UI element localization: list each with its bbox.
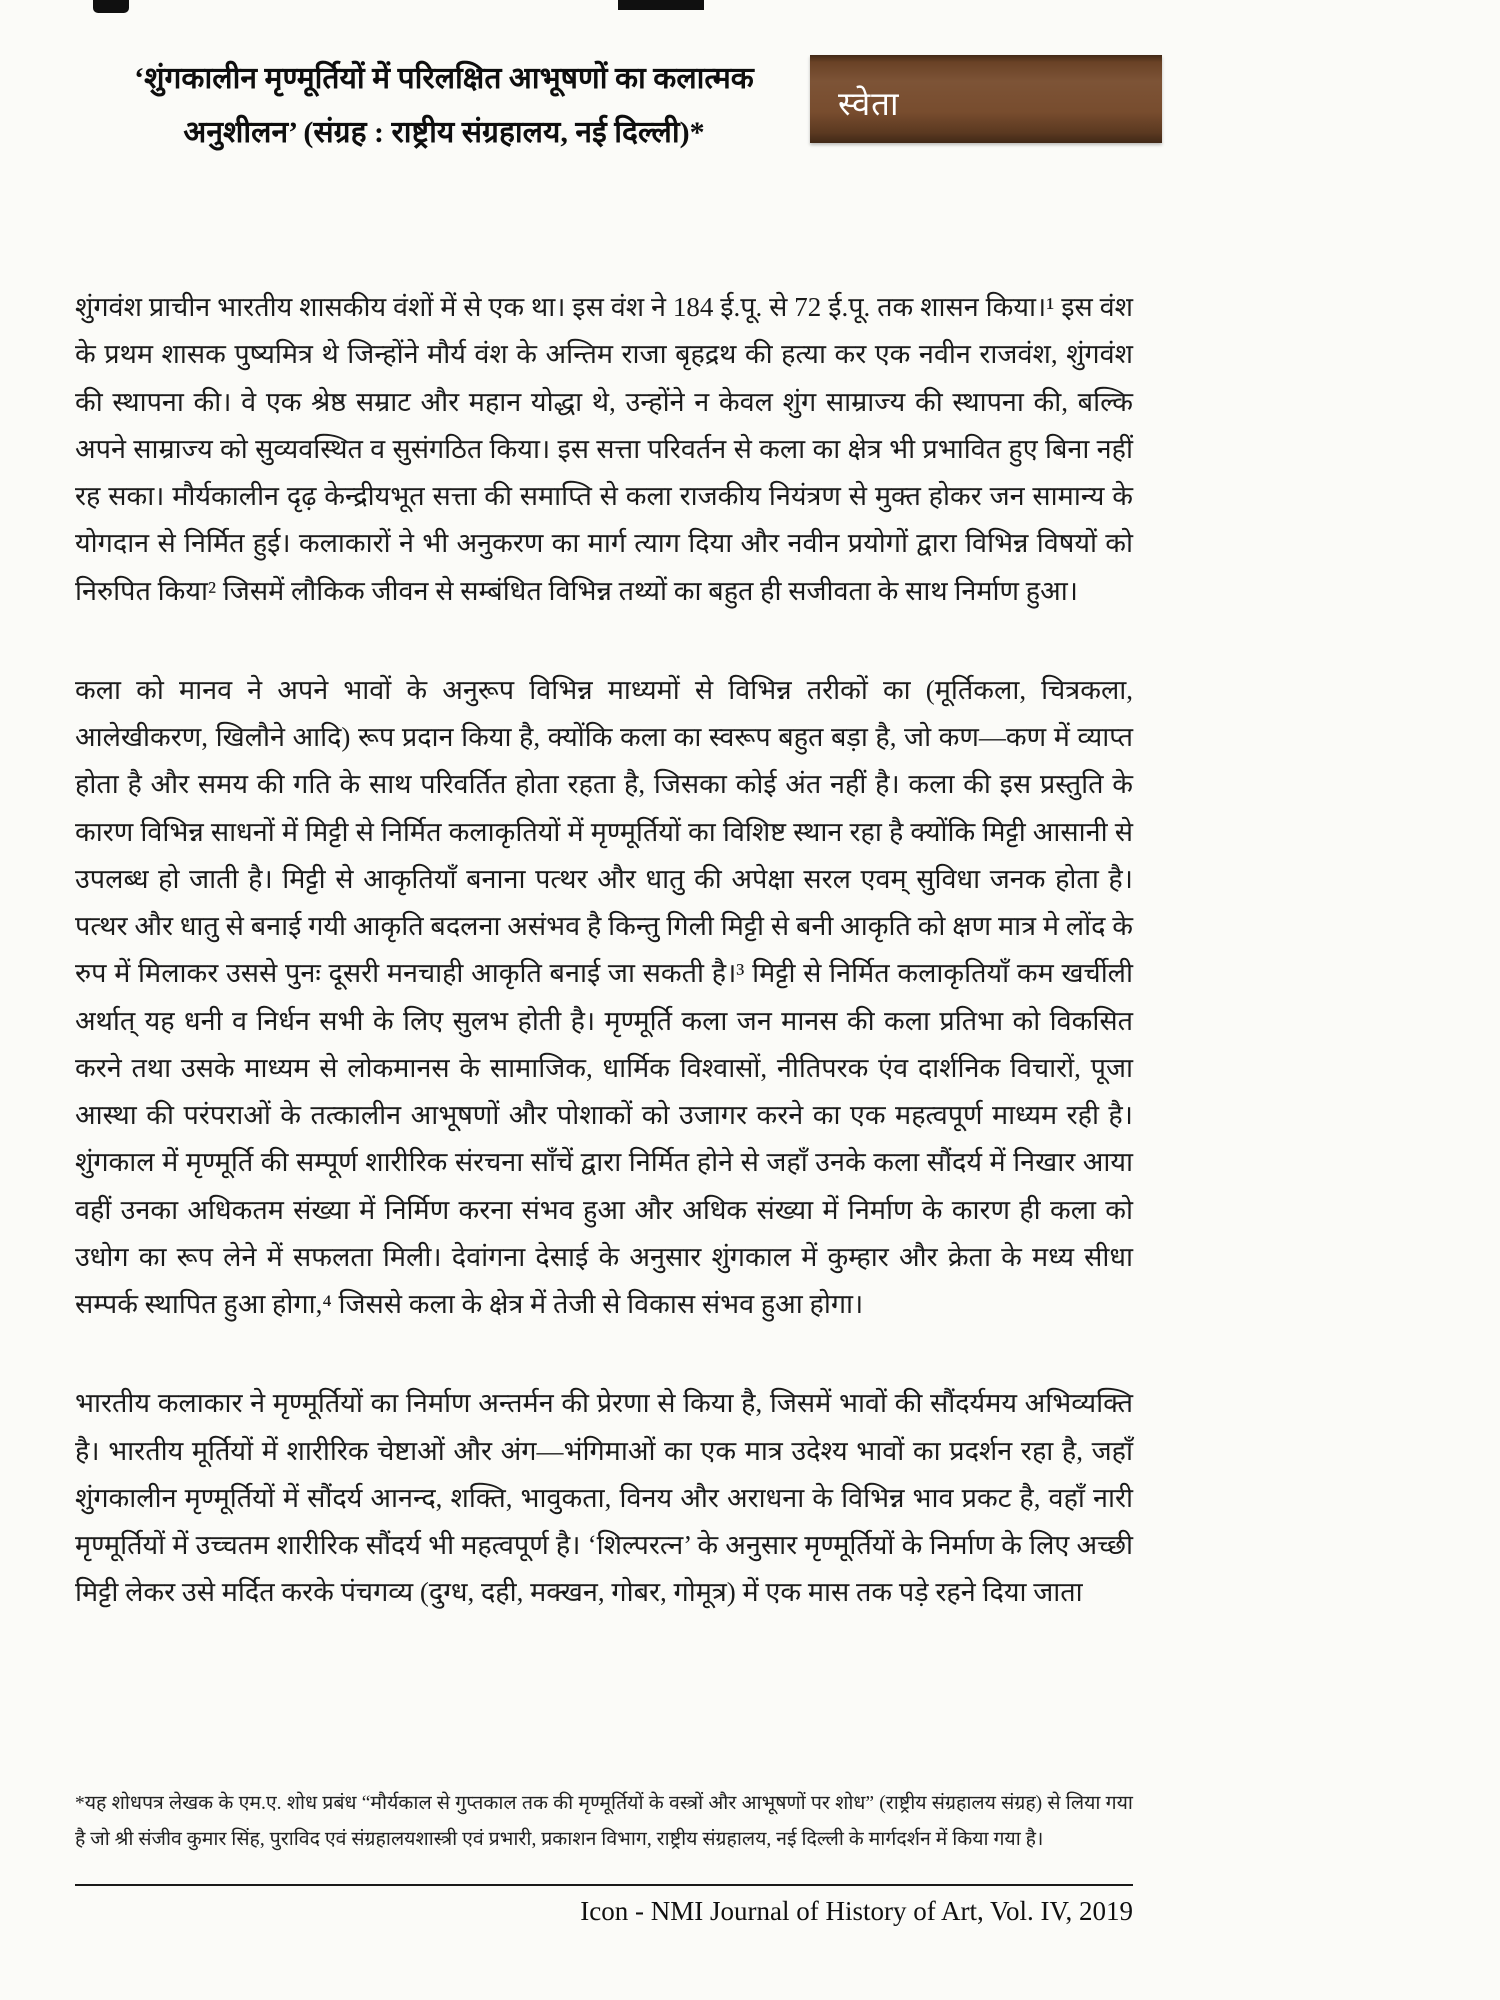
author-box [810, 55, 1162, 143]
masthead [0, 0, 1500, 202]
paragraph-1: शुंगवंश प्राचीन भारतीय शासकीय वंशों में से एक था। इस वंश ने 184 ई.पू. से 72 ई.पू. तक शासन किया।¹ इस वंश के प्रथम शासक पुष्यमित्र थे जिन्होंने मौर्य वंश के अन्तिम राजा बृहद्रथ की हत्या कर एक नवीन राजवंश, शुंगवंश की स्थापना की। वे एक श्रेष्ठ सम्राट और महान योद्धा थे, उन्होंने न केवल शुंग साम्राज्य की स्थापना की, बल्कि अपने साम्राज्य को सुव्यवस्थित व सुसंगठित किया। इस सत्ता परिवर्तन से कला का क्षेत्र भी प्रभावित हुए बिना नहीं रह सका। मौर्यकालीन दृढ़ केन्द्रीयभूत सत्ता की समाप्ति से कला राजकीय नियंत्रण से मुक्त होकर जन सामान्य के योगदान से निर्मित हुई। कलाकारों ने भी अनुकरण का मार्ग त्याग दिया और नवीन प्रयोगों द्वारा विभिन्न विषयों को निरुपित किया² जिसमें लौकिक जीवन से सम्बंधित विभिन्न तथ्यों का बहुत ही सजीवता के साथ निर्माण हुआ। [75, 292, 1133, 606]
article-title [88, 52, 800, 160]
article-title-line2: अनुशीलन’ (संग्रह : राष्ट्रीय संग्रहालय, नई दिल्ली)* [183, 116, 705, 149]
paragraph-2: कला को मानव ने अपने भावों के अनुरूप विभिन्न माध्यमों से विभिन्न तरीकों का (मूर्तिकला, चित्रकला, आलेखीकरण, खिलौने आदि) रूप प्रदान किया है, क्योंकि कला का स्वरूप बहुत बड़ा है, जो कण—कण में व्याप्त होता है और समय की गति के साथ परिवर्तित होता रहता है, जिसका कोई अंत नहीं है। कला की इस प्रस्तुति के कारण विभिन्न साधनों में मिट्टी से निर्मित कलाकृतियों में मृण्मूर्तियों का विशिष्ट स्थान रहा है क्योंकि मिट्टी आसानी से उपलब्ध हो जाती है। मिट्टी से आकृतियाँ बनाना पत्थर और धातु की अपेक्षा सरल एवम् सुविधा जनक होता है। पत्थर और धातु से बनाई गयी आकृति बदलना असंभव है किन्तु गिली मिट्टी से बनी आकृति को क्षण मात्र मे लोंद के रुप में मिलाकर उससे पुनः दूसरी मनचाही आकृति बनाई जा सकती है।³ मिट्टी से निर्मित कलाकृतियाँ कम खर्चीली अर्थात् यह धनी व निर्धन सभी के लिए सुलभ होती है। मृण्मूर्ति कला जन मानस की कला प्रतिभा को विकसित करने तथा उसके माध्यम से लोकमानस के सामाजिक, धार्मिक विश्वासों, नीतिपरक एंव दार्शनिक विचारों, पूजा आस्था की परंपराओं के तत्कालीन आभूषणों और पोशाकों को उजागर करने का एक महत्वपूर्ण माध्यम रही है। शुंगकाल में मृण्मूर्ति की सम्पूर्ण शारीरिक संरचना साँचें द्वारा निर्मित होने से जहाँ उनके कला सौंदर्य में निखार आया वहीं उनका अधिकतम संख्या में निर्मिण करना संभव हुआ और अधिक संख्या में निर्माण के कारण ही कला को उधोग का रूप लेने में सफलता मिली। देवांगना देसाई के अनुसार शुंगकाल में कुम्हार और क्रेता के मध्य सीधा सम्पर्क स्थापित हुआ होगा,⁴ जिससे कला के क्षेत्र में तेजी से विकास संभव हुआ होगा। [75, 674, 1133, 1319]
author-name: स्वेता [838, 86, 900, 123]
footnote: *यह शोधपत्र लेखक के एम.ए. शोध प्रबंध “मौर्यकाल से गुप्तकाल तक की मृण्मूर्तियों के वस्त्रों और आभूषणों पर शोध” (राष्ट्रीय संग्रहालय संग्रह) से लिया गया है जो श्री संजीव कुमार सिंह, पुराविद एवं संग्रहालयशास्त्री एवं प्रभारी, प्रकाशन विभाग, राष्ट्रीय संग्रहालय, नई दिल्ली के मार्गदर्शन में किया गया है। [75, 1793, 1133, 1851]
page-bottom [75, 1786, 1133, 1927]
footer-divider [75, 1884, 1133, 1886]
article-body [75, 284, 1133, 1617]
article-title-line1: ‘शुंगकालीन मृण्मूर्तियों में परिलक्षित आभूषणों का कलात्मक [134, 62, 754, 95]
paragraph-3: भारतीय कलाकार ने मृण्मूर्तियों का निर्माण अन्तर्मन की प्रेरणा से किया है, जिसमें भावों की सौंदर्यमय अभिव्यक्ति है। भारतीय मूर्तियों में शारीरिक चेष्टाओं और अंग—भंगिमाओं का एक मात्र उदेश्य भावों का प्रदर्शन रहा है, जहाँ शुंगकालीन मृण्मूर्तियों में सौंदर्य आनन्द, शक्ति, भावुकता, विनय और अराधना के विभिन्न भाव प्रकट है, वहाँ नारी मृण्मूर्तियों में उच्चतम शारीरिक सौंदर्य भी महत्वपूर्ण है। ‘शिल्परत्न’ के अनुसार मृण्मूर्तियों के निर्माण के लिए अच्छी मिट्टी लेकर उसे मर्दित करके पंचगव्य (दुग्ध, दही, मक्खन, गोबर, गोमूत्र) में एक मास तक पड़े रहने दिया जाता [75, 1388, 1133, 1608]
journal-footer: Icon - NMI Journal of History of Art, Vol. IV, 2019 [580, 1896, 1133, 1927]
